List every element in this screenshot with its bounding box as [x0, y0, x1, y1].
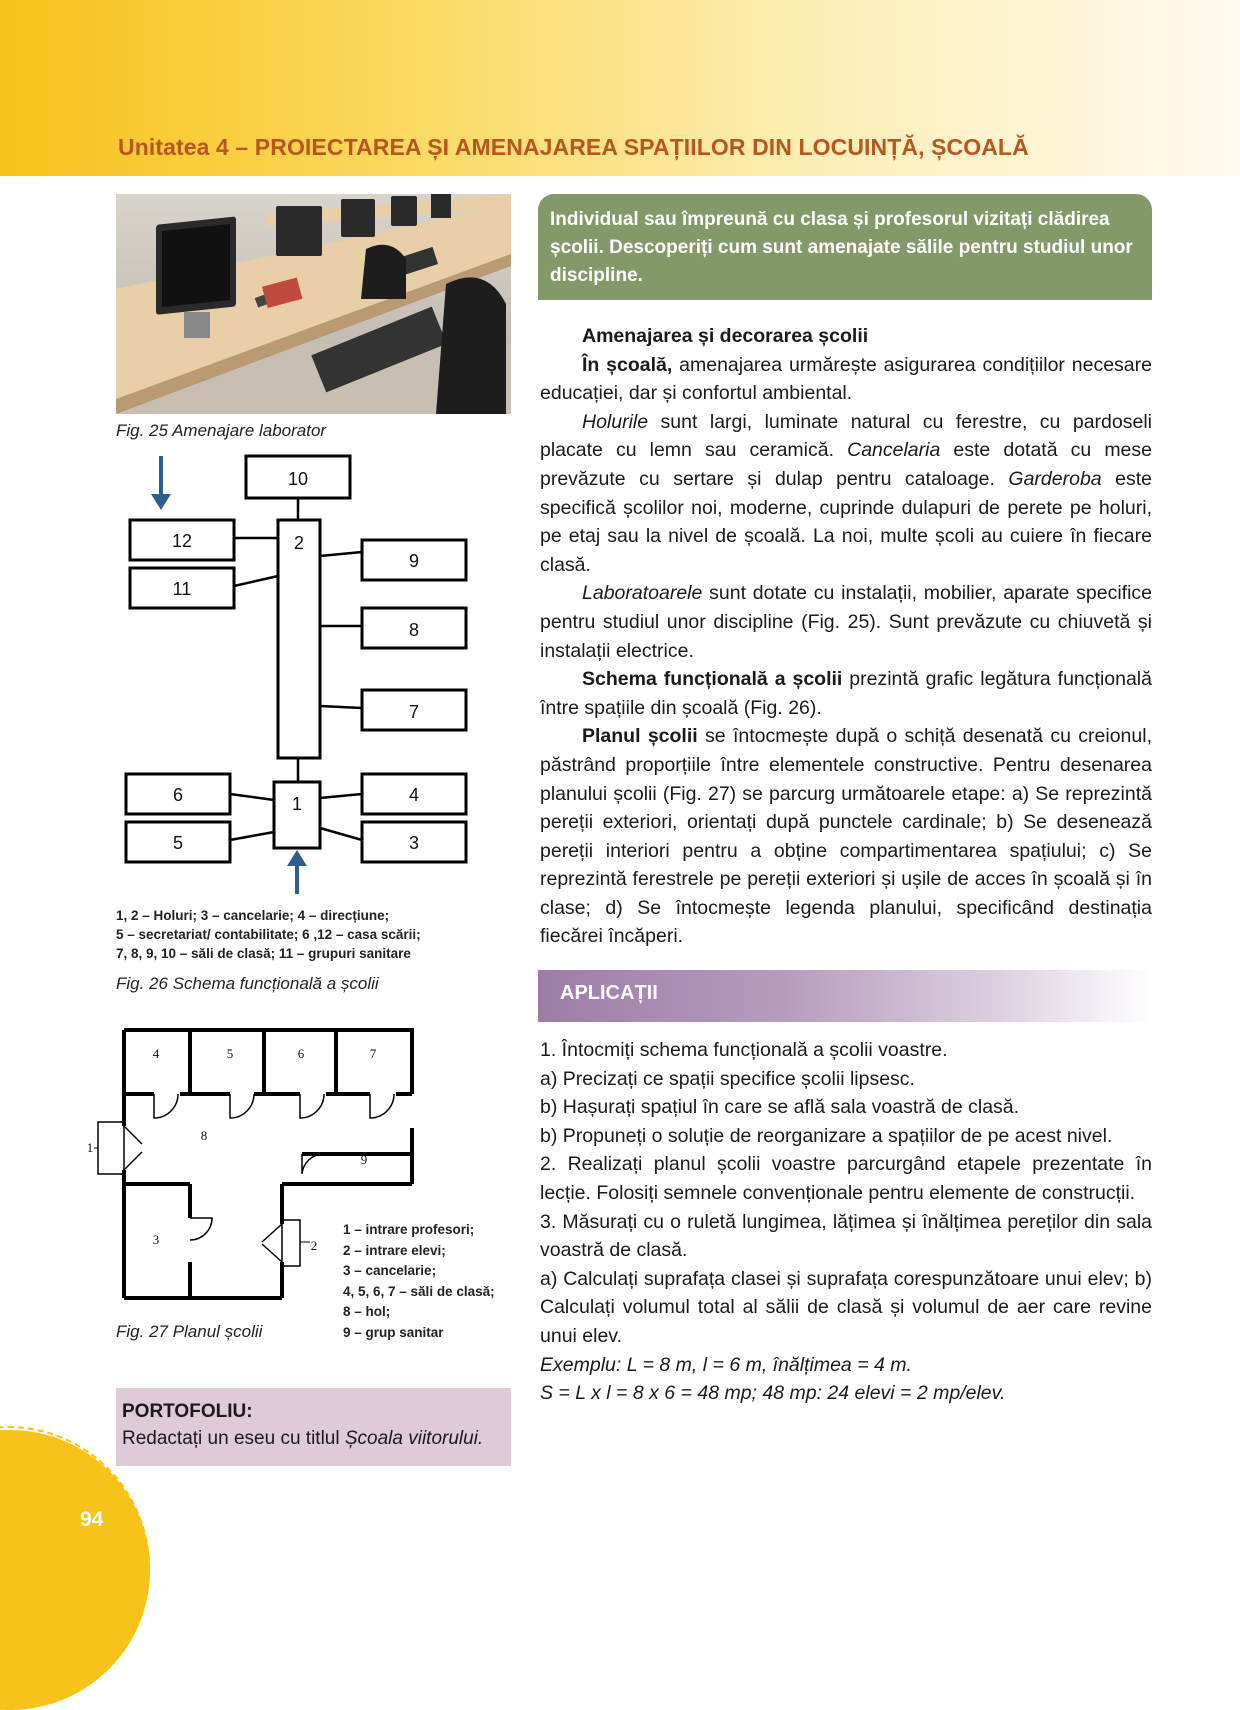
plan-room-9: 9	[360, 1152, 368, 1167]
entrance-arrow-top	[159, 456, 163, 498]
plan-room-8: 8	[200, 1128, 208, 1143]
schema-label-12: 12	[171, 531, 193, 551]
schema-label-7: 7	[408, 702, 420, 722]
paragraph-1: În școală, amenajarea urmărește asigurarea condițiilor necesare educației, dar și confortul ambiental.	[540, 353, 1152, 405]
paragraph-2: Holurile sunt largi, luminate natural cu ferestre, cu pardoseli placate cu lemn sau ceramică. Cancelaria este dotată cu mese prevăzute cu sertare și dulap pentru cataloage. Garderoba este specifică școlilor noi, moderne, cuprinde dulapuri de perete pe holuri, pe etaj sau la nivel de școală. La noi, multe școli au cuiere în fiecare clasă.	[540, 410, 1153, 576]
schema-label-11: 11	[172, 579, 192, 599]
app-line: b) Hașurați spațiul în care se află sala voastră de clasă.	[540, 1096, 1020, 1119]
portfolio-box	[116, 1388, 511, 1466]
app-line: a) Calculați suprafața clasei și suprafața corespunzătoare unui elev; b) Calculați volumul total al sălii de clasă și volumul de aer care revine unui elev.	[540, 1267, 1152, 1347]
fig26-caption: Fig. 26 Schema funcțională a școlii	[116, 974, 379, 993]
page-number-ring	[0, 1426, 150, 1710]
schema-label-5: 5	[172, 833, 184, 853]
app-line: 2. Realizați planul școlii voastre parcurgând etapele prezentate în lecție. Folosiți semnele convenționale pentru elemente de construcții.	[540, 1153, 1152, 1204]
fig26-legend: 1, 2 – Holuri; 3 – cancelarie; 4 – direcțiune; 5 – secretariat/ contabilitate; 6 ,12 – casa scării; 7, 8, 9, 10 – săli de clasă; 11 – grupuri sanitare	[116, 908, 421, 961]
applications-list	[540, 1036, 1152, 1408]
paragraph-5: Planul școlii se întocmește după o schiță desenată cu creionul, păstrând proporțiile între elementele constructive. Pentru desenarea planului școlii (Fig. 27) se parcurg următoarele etape: a) Se reprezintă pereții exteriori, orientați după punctele cardinale; b) Se desenează pereții interiori pentru a obține compartimentarea spațiului; c) Se reprezintă ferestrele pe pereții exteriori și ușile de acces în școală și în clase; d) Se întocmește legenda planului, specificând destinația fiecărei încăperi.	[540, 725, 1152, 948]
plan-room-6: 6	[297, 1046, 305, 1061]
plan-room-7: 7	[369, 1046, 377, 1061]
page-title: Unitatea 4 – PROIECTAREA ȘI AMENAJAREA SPAȚIILOR DIN LOCUINȚĂ, ȘCOALĂ	[118, 134, 1029, 160]
plan-room-4: 4	[152, 1046, 160, 1061]
schema-label-3: 3	[408, 833, 420, 853]
header-band	[0, 0, 1240, 176]
app-line: b) Propuneți o soluție de reorganizare a spațiilor de pe acest nivel.	[540, 1124, 1113, 1147]
functional-schema-diagram	[116, 448, 476, 898]
plan-room-5: 5	[226, 1046, 234, 1061]
fig27-legend: 1 – intrare profesori; 2 – intrare elevi; 3 – cancelarie; 4, 5, 6, 7 – săli de clasă; 8 – hol; 9 – grup sanitar	[343, 1222, 495, 1340]
app-line: a) Precizați ce spații specifice școlii lipsesc.	[540, 1067, 915, 1090]
schema-label-1: 1	[291, 794, 303, 814]
section-heading: Amenajarea și decorarea școlii	[582, 325, 869, 347]
schema-label-8: 8	[408, 620, 420, 640]
schema-label-6: 6	[172, 785, 184, 805]
schema-label-2: 2	[293, 533, 305, 553]
fig25-caption: Fig. 25 Amenajare laborator	[116, 421, 327, 440]
app-line: 3. Măsurați cu o ruletă lungimea, lățimea și înălțimea pereților din sala voastră de clasă.	[540, 1210, 1152, 1262]
main-text	[540, 322, 1152, 951]
plan-room-2: 2	[310, 1238, 318, 1253]
app-line: 1. Întocmiți schema funcțională a școlii voastre.	[540, 1039, 948, 1061]
lab-photo	[116, 194, 511, 414]
intro-activity-box: Individual sau împreună cu clasa și profesorul vizitați clădirea școlii. Descoperiți cum sunt amenajate sălile pentru studiul unor discipline.	[538, 194, 1152, 300]
plan-room-3: 3	[152, 1232, 160, 1247]
fig27-caption: Fig. 27 Planul școlii	[116, 1322, 263, 1341]
schema-box-1	[274, 782, 320, 848]
portfolio-text: Redactați un eseu cu titlul Școala viitorului.	[122, 1428, 484, 1449]
page-number: 94	[80, 1508, 104, 1531]
example-line-2: S = L x l = 8 x 6 = 48 mp; 48 mp: 24 elevi = 2 mp/elev.	[540, 1382, 1006, 1405]
schema-label-4: 4	[408, 785, 420, 805]
paragraph-3: Laboratoarele sunt dotate cu instalații, mobilier, aparate specifice pentru studiul unor discipline (Fig. 25). Sunt prevăzute cu chiuvetă și instalații electrice.	[540, 582, 1152, 662]
paragraph-4: Schema funcțională a școlii prezintă grafic legătura funcțională între spațiile din școală (Fig. 26).	[540, 668, 1152, 719]
schema-label-9: 9	[408, 551, 420, 571]
example-line-1: Exemplu: L = 8 m, l = 6 m, înălțimea = 4 m.	[540, 1353, 912, 1376]
portfolio-label: PORTOFOLIU:	[122, 1401, 253, 1422]
plan-room-1: 1	[86, 1140, 94, 1155]
schema-label-10: 10	[287, 469, 309, 489]
applications-header: APLICAȚII	[538, 970, 1152, 1022]
schema-box-2	[278, 520, 320, 758]
